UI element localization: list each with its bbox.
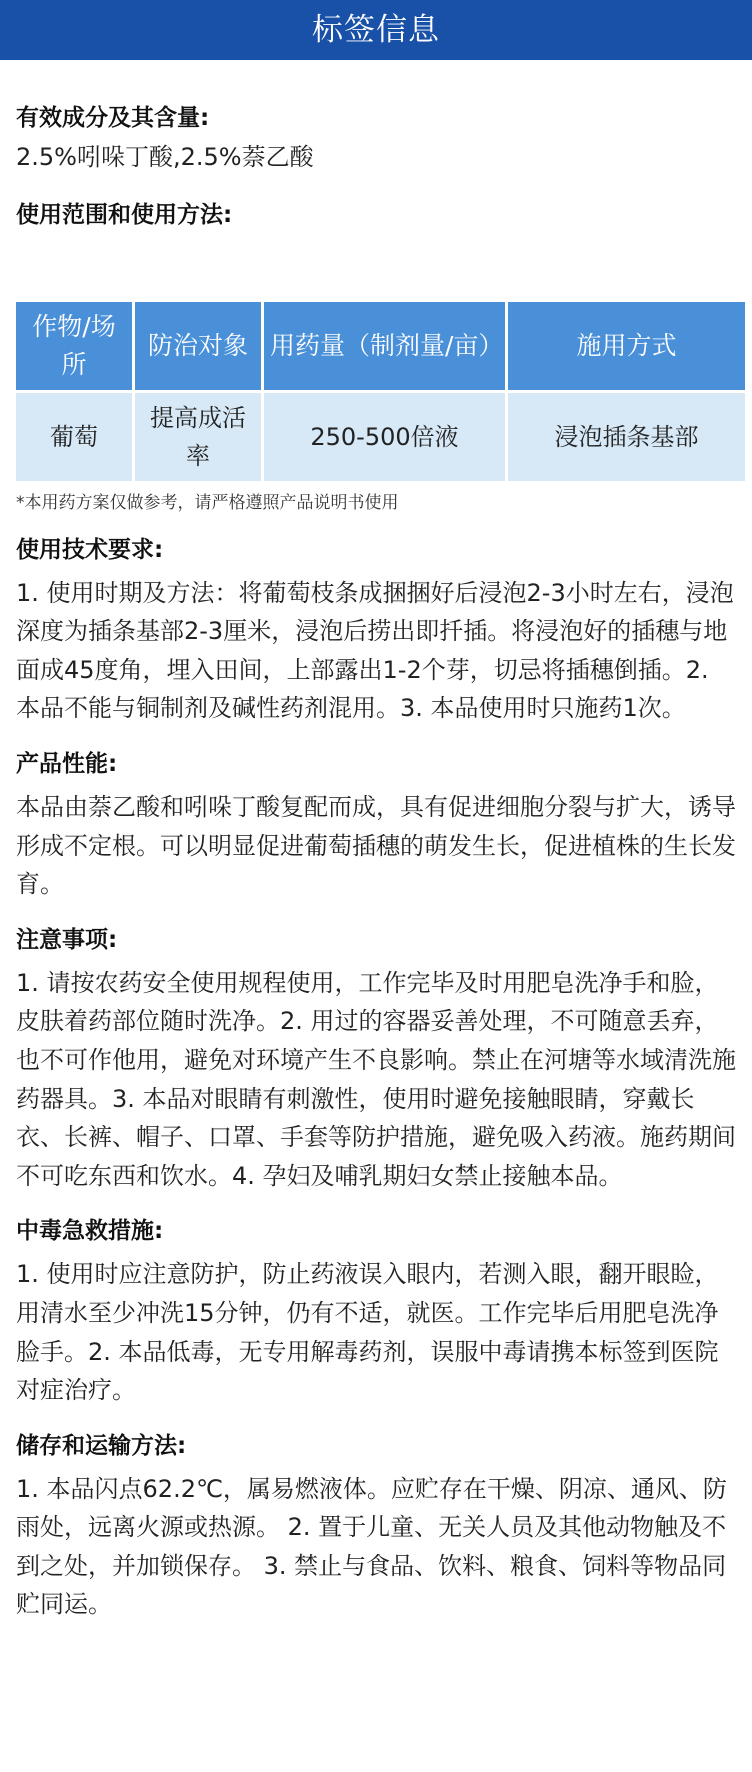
product-performance-heading: 产品性能: <box>16 750 118 777</box>
page-header <box>0 0 752 60</box>
table-header-crop: 作物/场所 <box>16 302 132 390</box>
table-note: *本用药方案仅做参考，请严格遵照产品说明书使用 <box>16 492 399 513</box>
usage-scope-heading: 使用范围和使用方法: <box>16 201 233 228</box>
table-header-target: 防治对象 <box>135 302 261 390</box>
table-row <box>16 393 745 481</box>
precautions-text: 1. 请按农药安全使用规程使用，工作完毕及时用肥皂洗净手和脸，皮肤着药部位随时洗净。2. 用过的容器妥善处理，不可随意丢弃，也不可作他用，避免对环境产生不良影响。禁止在河塘等水域清洗施药器具。3. 本品对眼睛有刺激性，使用时避免接触眼睛，穿戴长衣、长裤、帽子、口罩、手套等防护措施，避免吸入药液。施药期间不可吃东西和饮水。4. 孕妇及哺乳期妇女禁止接触本品。 <box>16 968 736 1190</box>
precautions-heading: 注意事项: <box>16 926 118 953</box>
table-header-method: 施用方式 <box>508 302 745 390</box>
table-cell-dosage: 250-500倍液 <box>264 393 505 481</box>
first-aid-heading: 中毒急救措施: <box>16 1218 164 1245</box>
page-title: 标签信息 <box>312 12 440 48</box>
technical-requirements-text: 1. 使用时期及方法：将葡萄枝条成捆捆好后浸泡2-3小时左右，浸泡深度为插条基部2-3厘米，浸泡后捞出即扦插。将浸泡好的插穗与地面成45度角，埋入田间，上部露出1-2个芽，切忌将插穗倒插。2. 本品不能与铜制剂及碱性药剂混用。3. 本品使用时只施药1次。 <box>16 578 734 723</box>
first-aid-text: 1. 使用时应注意防护，防止药液误入眼内，若测入眼，翻开眼睑，用清水至少冲洗15分钟，仍有不适，就医。工作完毕后用肥皂洗净脸手。2. 本品低毒，无专用解毒药剂，误服中毒请携本标签到医院对症治疗。 <box>16 1260 719 1405</box>
technical-requirements-heading: 使用技术要求: <box>16 536 164 563</box>
table-cell-method: 浸泡插条基部 <box>508 393 745 481</box>
storage-transport-heading: 储存和运输方法: <box>16 1432 187 1459</box>
table-cell-target: 提高成活率 <box>135 393 261 481</box>
table-header-dosage: 用药量（制剂量/亩） <box>264 302 505 390</box>
usage-table <box>13 299 748 484</box>
storage-transport-text: 1. 本品闪点62.2℃，属易燃液体。应贮存在干燥、阴凉、通风、防雨处，远离火源或热源。 2. 置于儿童、无关人员及其他动物触及不到之处，并加锁保存。 3. 禁止与食品、饮料、粮食、饲料等物品同贮同运。 <box>16 1474 727 1619</box>
table-header-row <box>16 302 745 390</box>
label-content <box>0 102 752 1624</box>
table-cell-crop: 葡萄 <box>16 393 132 481</box>
effective-ingredients-text: 2.5%吲哚丁酸,2.5%萘乙酸 <box>16 143 314 171</box>
product-performance-text: 本品由萘乙酸和吲哚丁酸复配而成，具有促进细胞分裂与扩大，诱导形成不定根。可以明显促进葡萄插穗的萌发生长，促进植株的生长发育。 <box>16 792 736 899</box>
effective-ingredients-heading: 有效成分及其含量: <box>16 105 210 131</box>
